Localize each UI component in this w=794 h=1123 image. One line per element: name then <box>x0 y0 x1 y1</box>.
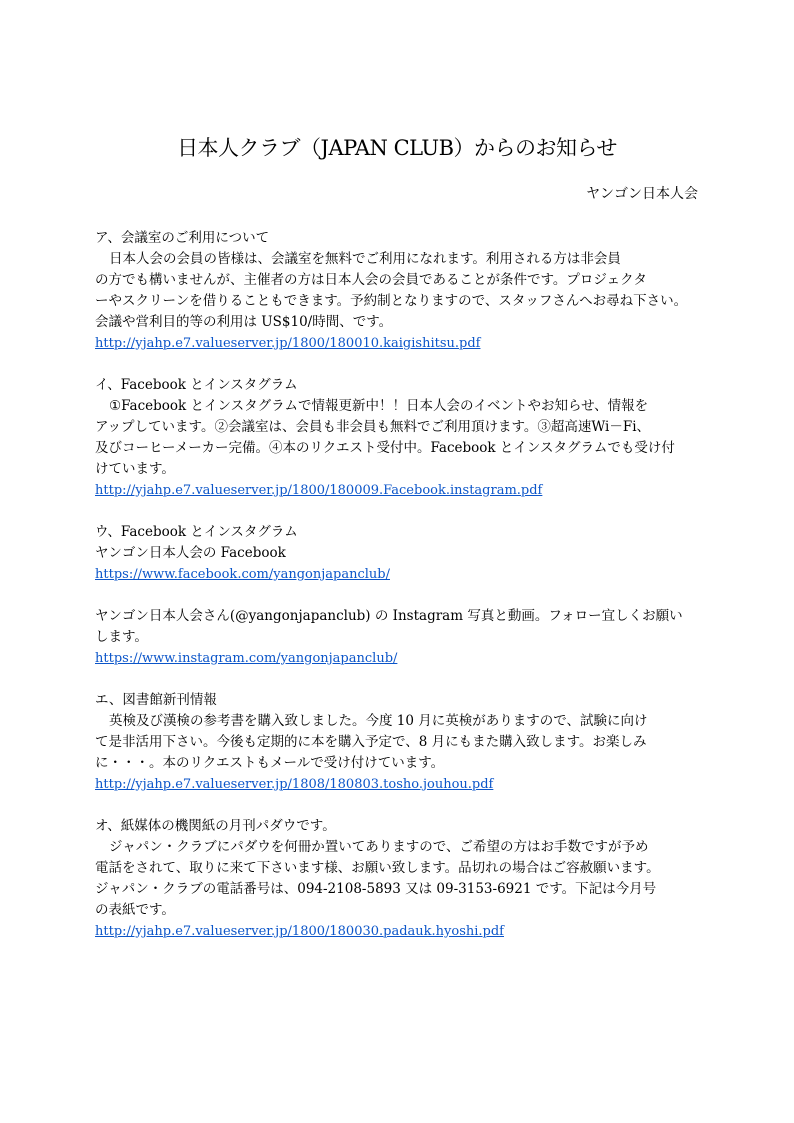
paragraph-line: 電話をされて、取りに来て下さいます様、お願い致します。品切れの場合はご容赦願います。 <box>95 860 660 876</box>
section-padauk-magazine <box>95 816 707 942</box>
section-heading: エ、図書館新刊情報 <box>95 692 217 708</box>
pdf-link[interactable]: http://yjahp.e7.valueserver.jp/1800/180009.Facebook.instagram.pdf <box>95 483 543 498</box>
paragraph-line: の表紙です。 <box>95 902 175 918</box>
paragraph-line: ジャパン・クラブにパダウを何冊か置いてありますので、ご希望の方はお手数ですが予め <box>109 839 649 855</box>
page-title: 日本人クラブ（JAPAN CLUB）からのお知らせ <box>177 136 617 160</box>
document-body <box>95 228 707 963</box>
paragraph-line: 及びコーヒーメーカー完備。④本のリクエスト受付中。Facebook とインスタグラムでも受け付 <box>95 440 675 456</box>
section-facebook-instagram <box>95 375 707 501</box>
paragraph-line: に・・・。本のリクエストもメールで受け付けています。 <box>95 755 445 771</box>
paragraph-line: ①Facebook とインスタグラムで情報更新中！！日本人会のイベントやお知らせ、情報を <box>109 398 649 414</box>
paragraph-line: ーやスクリーンを借りることもできます。予約制となりますので、スタッフさんへお尋ね下さい。 <box>95 293 688 309</box>
paragraph-line: 日本人会の会員の皆様は、会議室を無料でご利用になれます。利用される方は非会員 <box>109 251 621 267</box>
section-heading: ア、会議室のご利用について <box>95 230 270 246</box>
facebook-link[interactable]: https://www.facebook.com/yangonjapanclub/ <box>95 567 390 582</box>
author-line: ヤンゴン日本人会 <box>586 186 698 202</box>
paragraph-line: ジャパン・クラブの電話番号は、094-2108-5893 又は 09-3153-6921 です。下記は今月号 <box>95 881 657 897</box>
section-facebook-link <box>95 522 707 585</box>
section-instagram-link <box>95 606 707 669</box>
paragraph-line: します。 <box>95 629 148 645</box>
instagram-link[interactable]: https://www.instagram.com/yangonjapanclub/ <box>95 651 398 666</box>
paragraph-line: 会議や営利目的等の利用は US$10/時間、です。 <box>95 314 393 330</box>
pdf-link[interactable]: http://yjahp.e7.valueserver.jp/1800/180030.padauk.hyoshi.pdf <box>95 924 504 939</box>
section-meeting-room <box>95 228 707 354</box>
section-library-news <box>95 690 707 795</box>
paragraph-line: ヤンゴン日本人会の Facebook <box>95 545 286 561</box>
paragraph-line: けています。 <box>95 461 175 477</box>
paragraph-line: て是非活用下さい。今後も定期的に本を購入予定で、8 月にもまた購入致します。お楽しみ <box>95 734 647 750</box>
paragraph-line: アップしています。②会議室は、会員も非会員も無料でご利用頂けます。③超高速Wi－Fi、 <box>95 419 651 435</box>
section-heading: ウ、Facebook とインスタグラム <box>95 524 298 540</box>
pdf-link[interactable]: http://yjahp.e7.valueserver.jp/1808/180803.tosho.jouhou.pdf <box>95 777 494 792</box>
section-heading: オ、紙媒体の機関紙の月刊パダウです。 <box>95 818 336 834</box>
paragraph-line: 英検及び漢検の参考書を購入致しました。今度 10 月に英検がありますので、試験に向け <box>109 713 648 729</box>
section-heading: イ、Facebook とインスタグラム <box>95 377 298 393</box>
paragraph-line: ヤンゴン日本人会さん(@yangonjapanclub) の Instagram 写真と動画。フォロー宜しくお願い <box>95 608 683 624</box>
paragraph-line: の方でも構いませんが、主催者の方は日本人会の会員であることが条件です。プロジェクタ <box>95 272 647 288</box>
pdf-link[interactable]: http://yjahp.e7.valueserver.jp/1800/180010.kaigishitsu.pdf <box>95 336 481 351</box>
